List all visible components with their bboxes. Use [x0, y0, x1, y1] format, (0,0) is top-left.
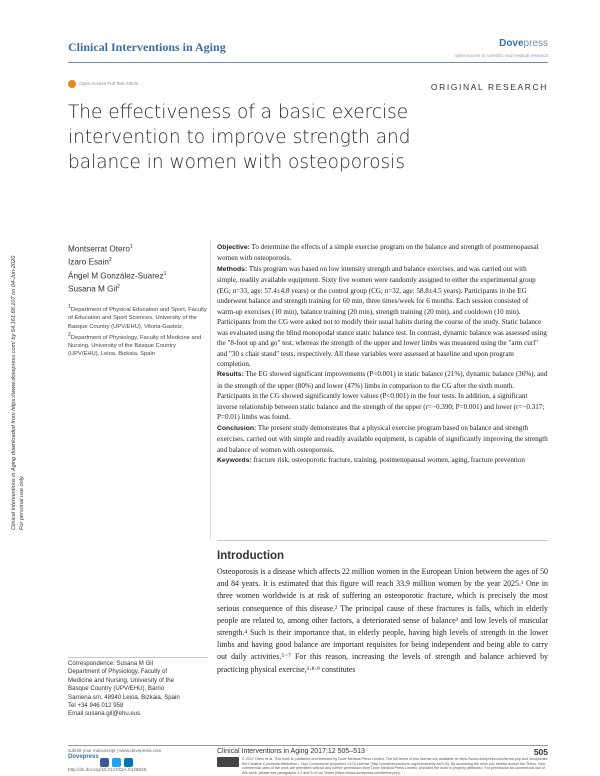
facebook-icon[interactable] — [100, 758, 109, 767]
article-title: The effectiveness of a basic exercise intervention to improve strength and balance in women with osteoporosis — [68, 102, 411, 173]
author: Susana M Gil$^2$ — [68, 283, 120, 294]
header-rule — [68, 62, 548, 63]
abstract-objective: Objective: To determine the effects of a simple exercise program on the balance and strength of postmenopausal women with osteoporosis. — [217, 243, 539, 263]
page-number: 505 — [533, 747, 548, 757]
publisher-name-light: press — [523, 38, 548, 49]
publisher-name-bold: Dove — [499, 38, 524, 49]
license-text: © 2017 Otero et al. This work is published and licensed by Dove Medical Press Limited. The full terms of this license are available at https://www.dovepress.com/terms.php and incorporate the Creative Commons Attribution – Non Commercial (unported, v3.0) License (http://creativecommons.org/licenses/by-nc/3.0/). By accessing the work you hereby accept the Terms. Non-commercial uses of the work are permitted without any further permission from Dove Medical Press Limited, provided the work is properly attributed. For permission for commercial use of this work, please see paragraphs 4.2 and 5 of our Terms (https://www.dovepress.com/terms.php). — [242, 757, 548, 775]
correspondence-line: Sarriena s/n, 48940 Leioa, Bizkaia, Spain — [68, 693, 180, 701]
correspondence-line: Basque Country (UPV/EHU), Barrio — [68, 685, 165, 693]
publisher-logo[interactable] — [499, 38, 548, 49]
column-divider — [210, 240, 211, 540]
correspondence-rule — [68, 657, 208, 658]
author: Montserrat Otero$^1$ — [68, 244, 133, 254]
abstract-rule — [217, 540, 548, 541]
footer-rule — [68, 745, 548, 746]
footer-brand: Dovepress — [68, 754, 99, 760]
correspondence-email[interactable]: Email susana.gil@ehu.eus — [68, 710, 141, 718]
twitter-icon[interactable] — [112, 758, 121, 767]
footer-citation: Clinical Interventions in Aging 2017:12 505–513 — [217, 748, 365, 755]
introduction-text: Osteoporosis is a disease which affects 22 million women in the European Union between the ages of 50 and 84 years. It is estimated that this figure will reach 33.9 million women by the year 2025.¹ One in three women worldwide is at risk of suffering an osteoporotic fracture, which is precisely the most serious consequence of this disease.² The principal cause of these fractures is falls, which in elderly people are related to, among other factors, a deteriorated sense of balance³ and low levels of muscular strength.⁴ Such is their importance that, in elderly people, having high levels of strength in the lower limbs and having good balance are important requisites for being independent and being able to carry out daily activities.⁵⁻⁷ For this reason, increasing the levels of strength and balance achieved by practicing physical exercise,³·⁸·⁹ constitutes — [217, 567, 548, 674]
abstract-methods: Methods: This program was based on low intensity strength and balance exercises, and was carried out with simple, readily available equipment. Sixty five women were randomly assigned to either the experimental group (EG; n=33, age: 57.4±4.8 years) or the control group (CG; n=32, age: 58.8±4.5 years). Participants in the EG underwent balance and strength training for 60 min, three times/week for 6 months. Each session consisted of warm-up exercises (10 min), balance training (20 min), strength training (20 min), and cooldown (10 min). Participants from the CG were asked not to modify their usual habits during the course of the study. Static balance was evaluated using the blind monopodal stance static balance test. In contrast, dynamic balance was assessed using the "8-foot up and go" test, whereas the strength of the upper and lower limbs was measured using the "arm curl" and "30 s chair stand" tests, respectively. All these variables were assessed at baseline and upon program completion. — [217, 264, 547, 368]
download-line: Clinical Interventions in Aging downloaded from https://www.dovepress.com/ by 54.161.68.107 on 04-Jun-2020 — [11, 255, 17, 530]
section-heading-introduction: Introduction — [217, 550, 285, 562]
creative-commons-icon[interactable] — [217, 757, 239, 767]
publisher-tagline: open access to scientific and medical research — [454, 53, 548, 58]
abstract — [217, 242, 548, 467]
author-list — [68, 242, 208, 358]
linkedin-icon[interactable] — [124, 758, 133, 767]
affiliations: 1Department of Physical Education and Sport, Faculty of Education and Sport Sciences, University of the Basque Country (UPV/EHU), Vitoria-Gasteiz, 2Department of Physiology, Faculty of Medicine and Nursing, University of the Basque Country (UPV/EHU), Leioa, Bizkaia, Spain — [68, 304, 207, 358]
article-type: ORIGINAL RESEARCH — [430, 82, 548, 92]
doi-link[interactable]: http://dx.doi.org/10.2147/CIA.S128828 — [68, 767, 147, 772]
correspondence-line: Department of Physiology, Faculty of — [68, 668, 168, 676]
abstract-conclusion: Conclusion: The present study demonstrates that a physical exercise program based on balance and strength exercises, carried out with simple and readily available equipment, is capable of significantly improving the strength and balance of women with osteoporosis. — [217, 423, 548, 454]
submit-manuscript-link[interactable]: submit your manuscript | www.dovepress.com — [68, 748, 162, 753]
open-access-lock-icon — [68, 80, 76, 88]
correspondence — [68, 660, 208, 719]
abstract-keywords: Keywords: fracture risk, osteoporotic fracture, training, postmenopausal women, aging, fracture prevention — [217, 456, 525, 465]
correspondence-line: Medicine and Nursing, University of the — [68, 676, 175, 684]
journal-title: Clinical Interventions in Aging — [68, 40, 226, 54]
author: Ángel M González-Suarez$^1$ — [68, 270, 167, 281]
download-watermark — [2, 150, 42, 540]
correspondence-phone: Tel +34 946 012 958 — [68, 702, 124, 710]
abstract-results: Results: The EG showed significant improvements (P<0.001) in static balance (21%), dynamic balance (36%), and in the strength of the upper (80%) and lower (47%) limbs in comparison to the CG after the sixth month. Participants in the CG showed significantly lower values (P<0.001) in the four tests. In addition, a significant inverse relationship between static balance and the strength of the upper (r=−0.390; P=0.001) and lower (r=−0.317; P=0.01) limbs was found. — [217, 370, 548, 422]
social-links — [100, 758, 133, 767]
personal-use-line: For personal use only. — [19, 475, 25, 530]
correspondence-label: Correspondence: Susana M Gil — [68, 660, 154, 667]
open-access-label: Open Access Full Text Article — [79, 81, 139, 86]
author: Izaro Esain$^2$ — [68, 257, 112, 268]
